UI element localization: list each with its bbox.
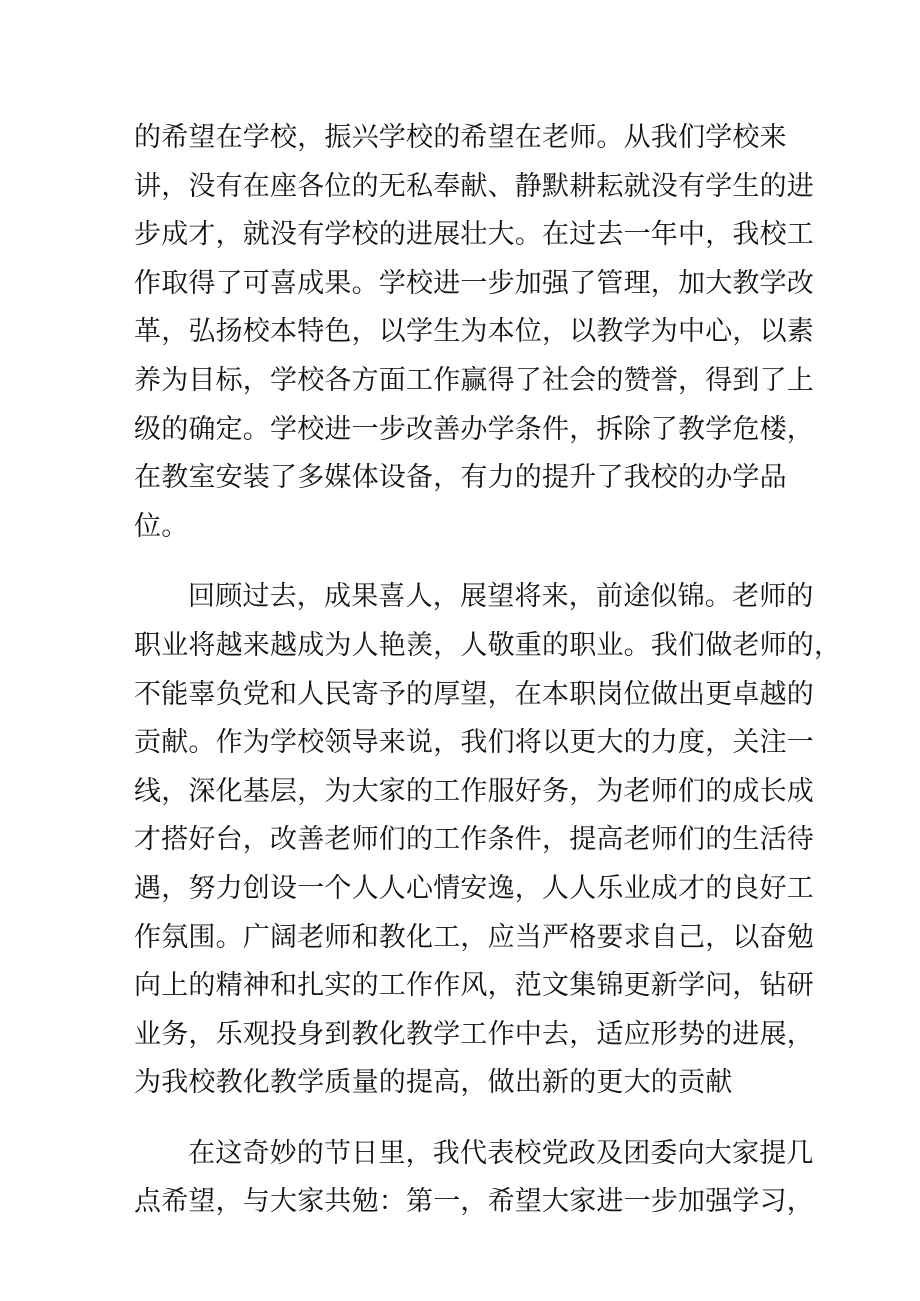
paragraph-spacer [134, 551, 814, 573]
text-line: 在教室安装了多媒体设备，有力的提升了我校的办学品 [134, 462, 787, 494]
text-line-first: 回顾过去，成果喜人，展望将来，前途似锦。老师的 [188, 581, 814, 613]
text-line: 线，深化基层，为大家的工作服好务，为老师们的成长成 [134, 775, 814, 807]
text-line-first: 在这奇妙的节日里，我代表校党政及团委向大家提几 [188, 1137, 814, 1169]
text-line: 位。 [134, 510, 189, 542]
text-line: 步成才，就没有学校的进展壮大。在过去一年中，我校工 [134, 219, 814, 251]
text-line: 的希望在学校，振兴学校的希望在老师。从我们学校来 [134, 122, 787, 153]
text-line: 遇，努力创设一个人人心情安逸，人人乐业成才的良好工 [134, 872, 814, 904]
paragraph-1 [134, 114, 814, 551]
text-line: 级的确定。学校进一步改善办学条件，拆除了教学危楼， [134, 413, 814, 445]
text-line: 革，弘扬校本特色，以学生为本位，以教学为中心，以素 [134, 316, 814, 348]
text-line: 业务，乐观投身到教化教学工作中去，适应形势的进展， [134, 1018, 814, 1050]
paragraph-2 [134, 573, 842, 1108]
document-body [134, 114, 842, 1227]
text-line: 不能辜负党和人民寄予的厚望，在本职岗位做出更卓越的 [134, 678, 814, 710]
text-line: 作取得了可喜成果。学校进一步加强了管理，加大教学改 [134, 267, 814, 299]
text-line: 向上的精神和扎实的工作作风，范文集锦更新学问，钻研 [134, 970, 814, 1002]
paragraph-spacer [134, 1108, 814, 1130]
text-line: 点希望，与大家共勉：第一，希望大家进一步加强学习， [134, 1186, 814, 1218]
text-line: 职业将越来越成为人艳羡，人敬重的职业。我们做老师的， [134, 629, 842, 661]
text-line: 贡献。作为学校领导来说，我们将以更大的力度，关注一 [134, 727, 814, 759]
text-line: 才搭好台，改善老师们的工作条件，提高老师们的生活待 [134, 824, 814, 856]
text-line: 作氛围。广阔老师和教化工，应当严格要求自己，以奋勉 [134, 921, 814, 953]
paragraph-3 [134, 1130, 814, 1227]
text-line: 养为目标，学校各方面工作赢得了社会的赞誉，得到了上 [134, 364, 814, 396]
text-line: 为我校教化教学质量的提高，做出新的更大的贡献 [134, 1067, 733, 1099]
text-line: 讲，没有在座各位的无私奉献、静默耕耘就没有学生的进 [134, 170, 814, 202]
